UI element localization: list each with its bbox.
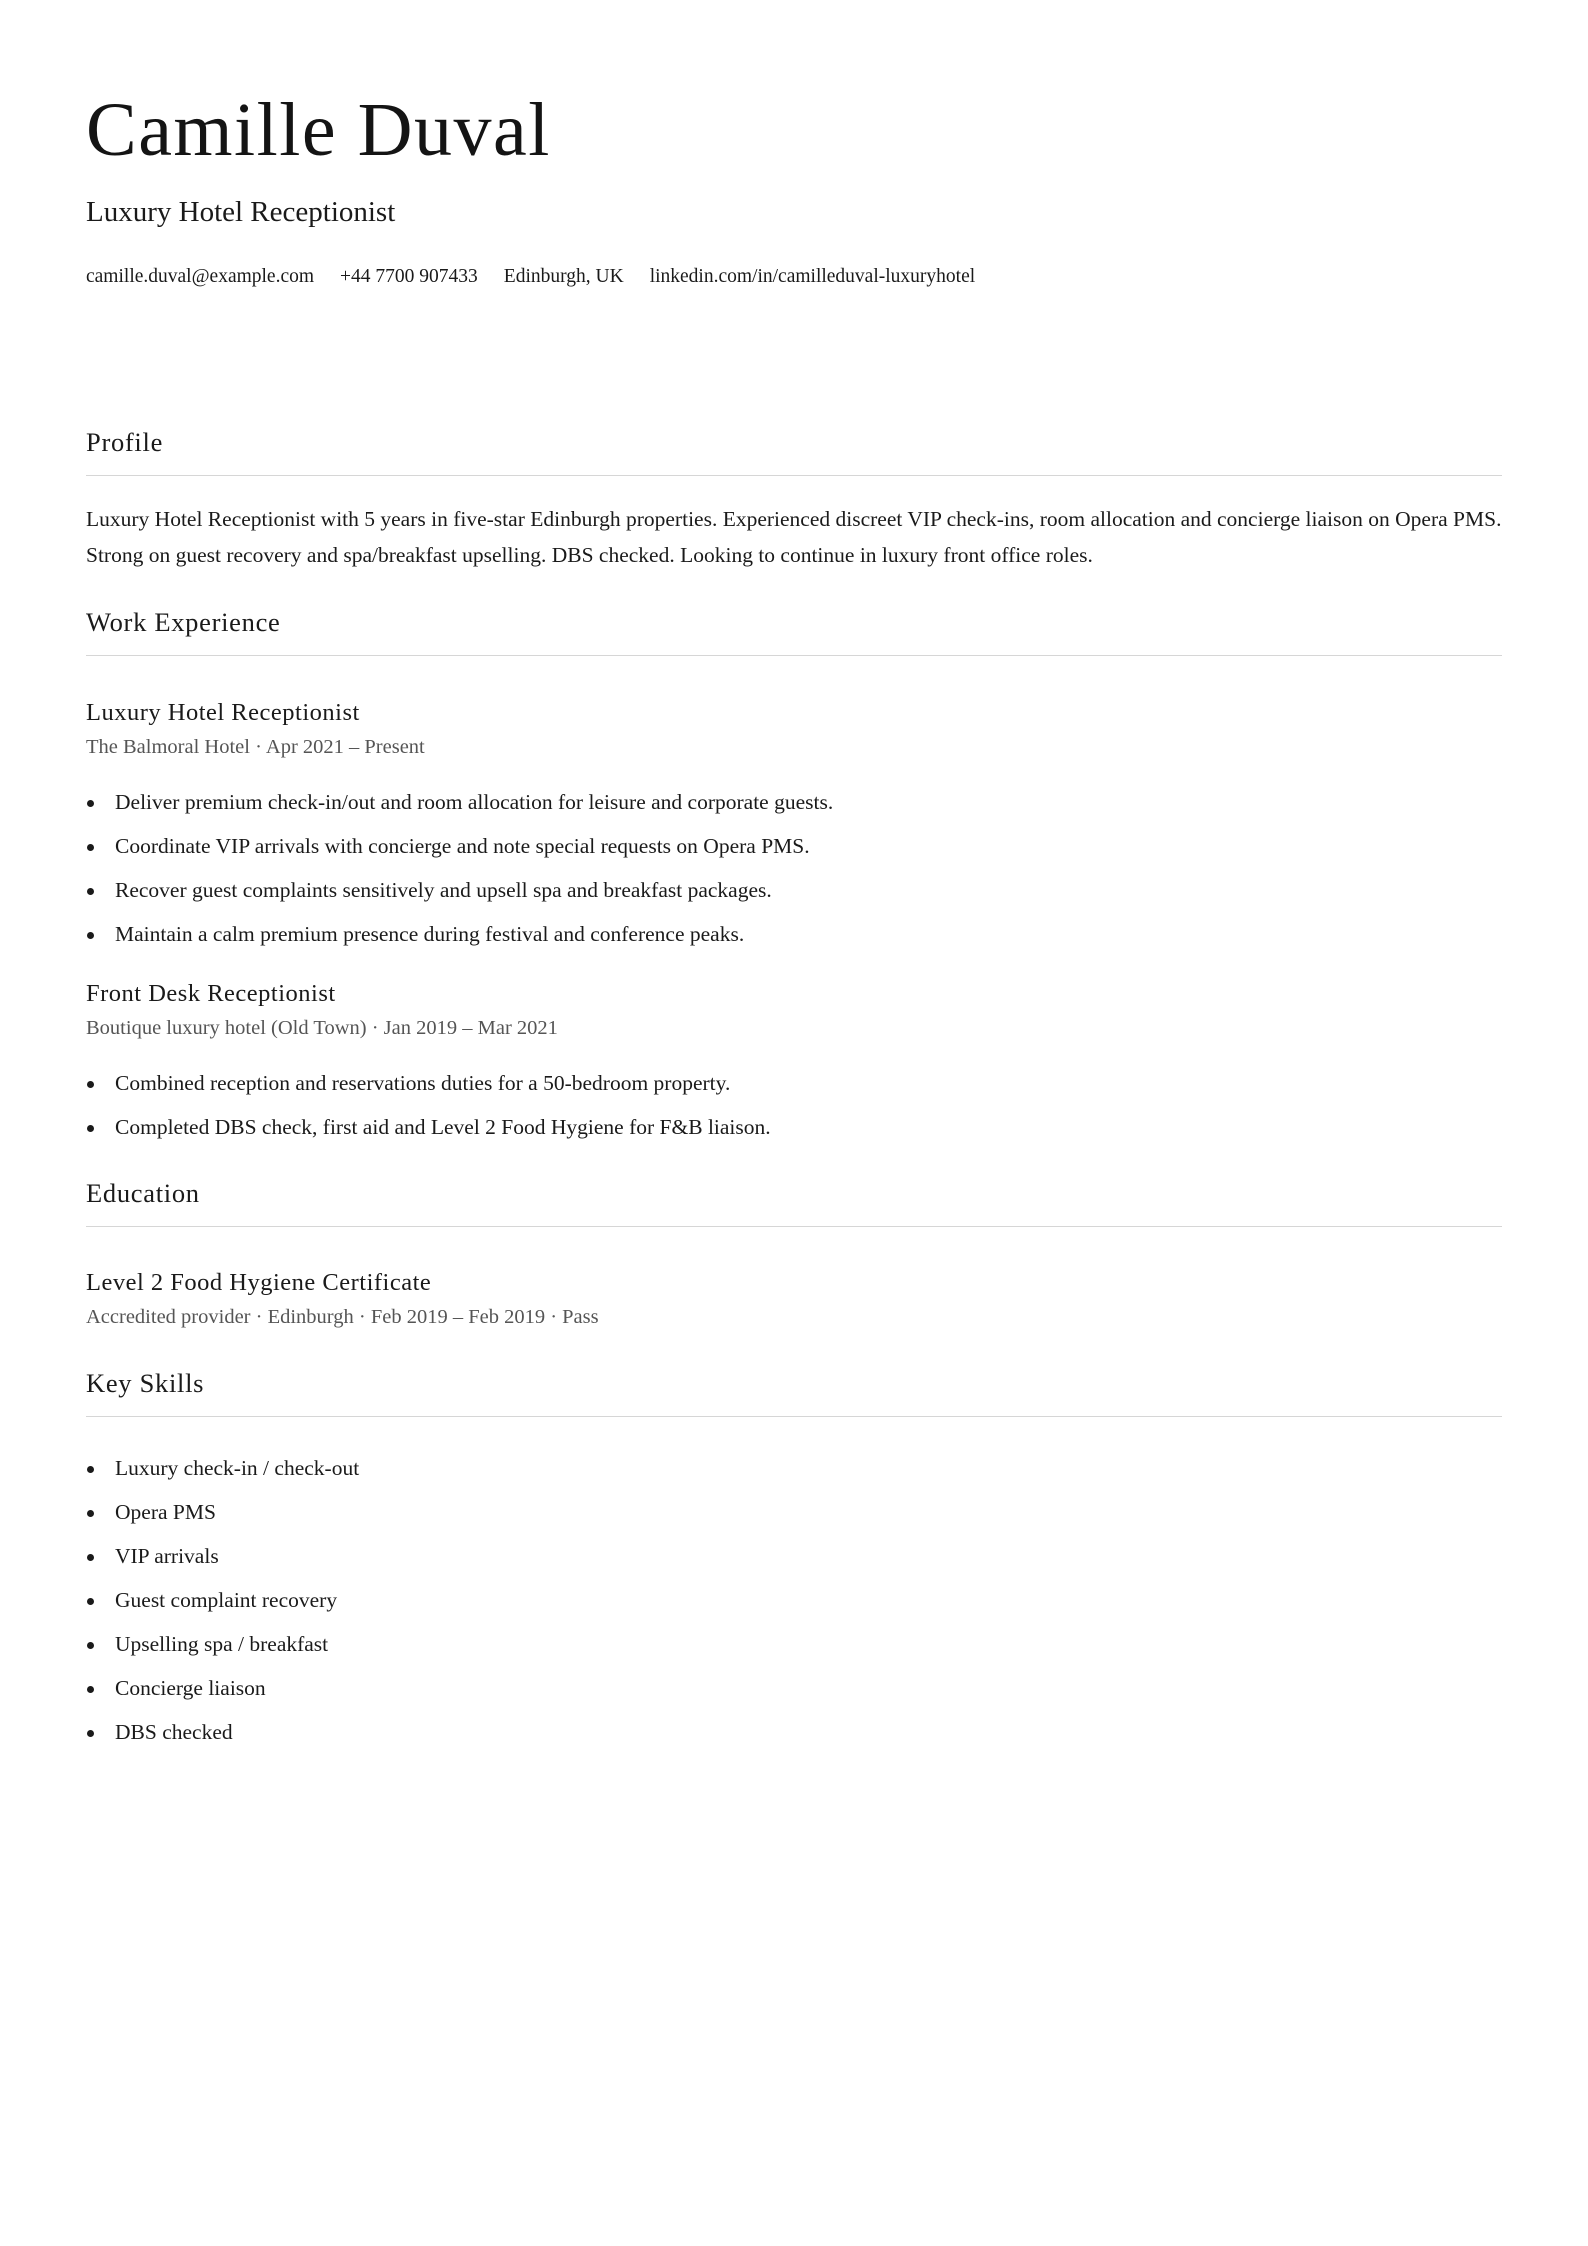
- job-bullet: Deliver premium check-in/out and room allocation for leisure and corporate guests.: [86, 780, 833, 824]
- skill-item: DBS checked: [86, 1710, 359, 1754]
- job-meta: Boutique luxury hotel (Old Town) · Jan 2019 – Mar 2021: [86, 1017, 558, 1039]
- skills-list: [86, 1446, 359, 1754]
- job-bullet: Recover guest complaints sensitively and upsell spa and breakfast packages.: [86, 868, 833, 912]
- section-heading-education: Education: [86, 1178, 200, 1208]
- job-bullet: Completed DBS check, first aid and Level 2 Food Hygiene for F&B liaison.: [86, 1105, 771, 1149]
- candidate-title: Luxury Hotel Receptionist: [86, 196, 396, 228]
- section-divider: [86, 655, 1502, 656]
- section-heading-experience: Work Experience: [86, 607, 281, 637]
- section-heading-skills: Key Skills: [86, 1368, 205, 1398]
- job-meta: The Balmoral Hotel · Apr 2021 – Present: [86, 736, 425, 758]
- contact-line: [86, 267, 975, 287]
- skill-item: Opera PMS: [86, 1490, 359, 1534]
- skill-item: Upselling spa / breakfast: [86, 1622, 359, 1666]
- job-bullet-list: [86, 1061, 771, 1149]
- section-heading-profile: Profile: [86, 427, 164, 457]
- contact-location: Edinburgh, UK: [503, 266, 624, 287]
- contact-email[interactable]: camille.duval@example.com: [86, 266, 315, 287]
- skill-item: Concierge liaison: [86, 1666, 359, 1710]
- job-title: Front Desk Receptionist: [86, 980, 336, 1007]
- section-divider: [86, 1416, 1502, 1417]
- education-title: Level 2 Food Hygiene Certificate: [86, 1269, 432, 1296]
- contact-linkedin[interactable]: linkedin.com/in/camilleduval-luxuryhotel: [649, 266, 976, 287]
- skill-item: Luxury check-in / check-out: [86, 1446, 359, 1490]
- job-title: Luxury Hotel Receptionist: [86, 699, 360, 726]
- job-bullet: Combined reception and reservations duties for a 50-bedroom property.: [86, 1061, 771, 1105]
- contact-phone[interactable]: +44 7700 907433: [340, 266, 478, 287]
- job-bullet: Maintain a calm premium presence during festival and conference peaks.: [86, 912, 833, 956]
- job-bullet: Coordinate VIP arrivals with concierge and note special requests on Opera PMS.: [86, 824, 833, 868]
- candidate-name: Camille Duval: [86, 88, 551, 172]
- section-divider: [86, 475, 1502, 476]
- skill-item: Guest complaint recovery: [86, 1578, 359, 1622]
- profile-summary: Luxury Hotel Receptionist with 5 years in five-star Edinburgh properties. Experienced discreet VIP check-ins, room allocation and concierge liaison on Opera PMS. Strong on guest recovery and spa/breakfast upselling. DBS checked. Looking to continue in luxury front office roles.: [86, 507, 1502, 567]
- job-bullet-list: [86, 780, 833, 956]
- education-meta: Accredited provider · Edinburgh · Feb 2019 – Feb 2019 · Pass: [86, 1306, 599, 1328]
- section-divider: [86, 1226, 1502, 1227]
- skill-item: VIP arrivals: [86, 1534, 359, 1578]
